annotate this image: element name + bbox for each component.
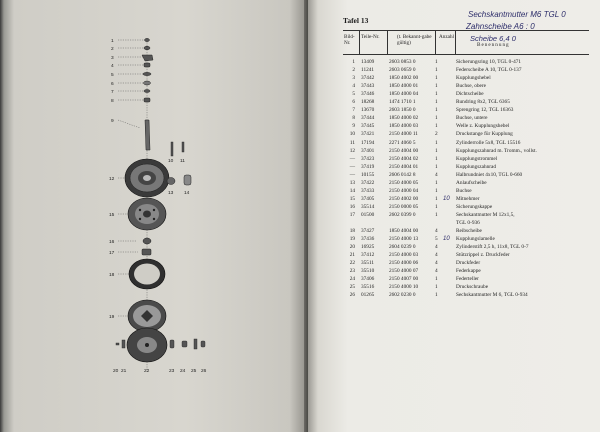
figure-label: 3 [111,56,114,61]
bild-nr-cell: 7 [352,107,355,114]
bild-nr-cell: 1 [352,59,355,65]
figure-label: 17 [109,251,115,256]
figure-label: 14 [184,191,190,196]
benennung-cell: Druckstange für Kupplung [456,131,513,138]
anzahl-cell: 1 [435,211,438,218]
teile-nr-cell: 35516 [361,284,375,291]
anzahl-cell: 1 [435,179,438,186]
anzahl-cell: 1 [435,99,438,106]
figure-label: 23 [169,369,175,374]
bild-nr-cell: 16 [349,203,355,210]
bekanntgabe-cell: 1850 4000 04 [389,91,419,98]
teile-nr-cell: 37419 [361,163,375,170]
benennung-cell: Kupplungszahnrad m. Tromm., vollst. [456,147,537,154]
figure-label: 6 [111,82,114,87]
teile-nr-cell: 37444 [361,115,375,122]
teile-nr-cell: 37406 [361,276,375,283]
teile-nr-cell: 10155 [361,171,375,178]
teile-nr-cell: 13670 [361,107,375,114]
anzahl-cell: 1 [435,284,438,291]
anzahl-cell: 1 [435,115,438,122]
teile-nr-cell: 35514 [361,203,375,210]
teile-nr-cell: 37422 [361,179,375,186]
bild-nr-cell: 20 [349,244,355,251]
benennung-cell: Druckschraube [456,284,489,291]
bild-nr-cell: 24 [349,276,355,283]
bild-nr-cell: 8 [352,115,355,122]
benennung-cell: Sprengring 12, TGL 16363 [456,107,514,114]
teile-nr-cell: 37433 [361,187,375,194]
teile-nr-cell: 35510 [361,268,375,275]
bekanntgabe-cell: 2602 0399 0 [389,211,416,218]
bild-nr-cell: 9 [352,123,355,130]
anzahl-cell: 1 [435,67,438,74]
teile-nr-cell: 01265 [361,292,375,299]
anzahl-cell: 4 [435,252,438,259]
bild-nr-cell: 23 [349,268,355,275]
clutch-drum-illustration [125,159,169,197]
teile-nr-cell: 13409 [361,59,375,65]
teile-nr-cell: 01500 [361,211,375,218]
column-divider [455,30,456,54]
anzahl-cell: 1 [435,203,438,210]
teile-nr-cell: 37443 [361,83,375,90]
benennung-cell: Federscheibe A 10, TGL 0-137 [456,67,522,74]
bekanntgabe-cell: 2606 0142 8 [389,171,416,178]
teile-nr-cell: 37445 [361,123,375,130]
figure-label: 2 [111,47,114,52]
anzahl-cell: 2 [435,131,438,138]
figure-label: 10 [168,159,174,164]
benennung-cell: Federkappe [456,268,481,275]
teile-nr-cell: 37442 [361,75,375,82]
table-header-rule [343,54,589,55]
benennung-cell: Halbrundniet 4x10, TGL 0-660 [456,171,523,178]
benennung-cell: Buchse, obere [456,83,487,90]
benennung-cell: Sicherungskappe [456,203,493,210]
benennung-cell: Druckfeder [456,260,481,267]
figure-label: 21 [121,369,127,374]
bild-nr-cell: 22 [349,260,355,267]
table-top-rule [343,30,589,31]
benennung-cell: TGL 0-936 [456,220,480,226]
bild-nr-cell: 14 [349,187,355,194]
bild-nr-cell: 3 [352,75,355,82]
teile-nr-cell: 37421 [361,131,375,138]
bekanntgabe-cell: 2603 0659 0 [389,67,416,74]
bekanntgabe-cell: 1850 4002 00 [389,75,419,82]
bekanntgabe-cell: 2150 4000 11 [389,131,418,138]
bild-nr-cell: — [349,163,355,170]
figure-label: 25 [191,369,197,374]
bekanntgabe-cell: 2150 4007 00 [389,276,419,283]
bekanntgabe-cell: 2150 4000 13 [389,236,419,243]
benennung-cell: Kupplungslamelle [456,236,495,243]
benennung-cell: Sechskantmutter M 6, TGL 0-934 [456,292,528,299]
bekanntgabe-cell: 1850 4000 03 [389,123,419,130]
figure-label: 16 [109,240,115,245]
figure-label: 9 [111,119,114,124]
bekanntgabe-cell: 2604 0239 0 [389,244,416,251]
teile-nr-cell: 37401 [361,147,375,154]
bild-nr-cell: 12 [349,147,355,154]
teile-nr-cell: 11241 [361,67,375,74]
benennung-cell: Kupplungszahnrad [456,163,497,170]
bekanntgabe-cell: 2603 1850 0 [389,107,416,114]
figure-label: 26 [201,369,207,374]
bild-nr-cell: 4 [352,83,355,90]
anzahl-cell: 4 [435,244,438,251]
bekanntgabe-cell: 1850 4000 01 [389,83,419,90]
handwritten-mark: 10 [443,236,450,243]
header-benennung: Benennung [477,42,510,48]
bild-nr-cell: 5 [352,91,355,98]
figure-label: 5 [111,73,114,78]
bekanntgabe-cell: 2150 4000 03 [389,252,419,259]
benennung-cell: Kupplungshebel [456,75,491,82]
header-teile-nr: Teile-Nr. [361,34,380,40]
anzahl-cell: 1 [435,155,438,162]
teile-nr-cell: 37436 [361,236,375,243]
bekanntgabe-cell: 2150 4002 00 [389,195,419,202]
bild-nr-cell: 26 [349,292,355,299]
figure-label: 24 [180,369,186,374]
figure-label: 7 [111,90,114,95]
benennung-cell: Federteller [456,276,479,283]
header-anzahl: Anzahl [439,34,454,40]
bild-nr-cell: — [349,171,355,178]
anzahl-cell: 1 [435,91,438,98]
figure-label: 4 [111,64,114,69]
teile-nr-cell: 35511 [361,260,375,267]
handwritten-note-3: Scheibe 6,4 0 [470,34,516,43]
figure-label: 19 [109,315,115,320]
benennung-cell: Stützrippel z. Druckfeder [456,252,510,259]
bekanntgabe-cell: 2150 4004 02 [389,155,419,162]
benennung-cell: Buchse [456,187,472,194]
benennung-cell: Sechskantmutter M 12x1,5, [456,211,515,218]
benennung-cell: Dichtscheibe [456,91,484,98]
bekanntgabe-cell: 2602 0230 0 [389,292,416,299]
bekanntgabe-cell: 2150 4004 00 [389,147,419,154]
header-bild-nr: Bild-Nr. [344,34,355,46]
bild-nr-cell: — [349,155,355,162]
benennung-cell: Mitnehmer [456,195,480,202]
header-bekanntgabe: (t. Bekannt-gabe gültig) [397,34,432,46]
table-title: Tafel 13 [343,16,369,25]
bild-nr-cell: 21 [349,252,355,259]
benennung-cell: Buchse, untere [456,115,488,122]
anzahl-cell: 1 [435,195,438,202]
anzahl-cell: 5 [435,236,438,243]
teile-nr-cell: 16925 [361,244,375,251]
figure-label: 18 [109,273,115,278]
bild-nr-cell: 2 [352,67,355,74]
benennung-cell: Rundring 8x2, TGL 6365 [456,99,510,106]
bild-nr-cell: 15 [349,195,355,202]
teile-nr-cell: 17194 [361,139,375,146]
anzahl-cell: 1 [435,75,438,82]
anzahl-cell: 1 [435,292,438,299]
teile-nr-cell: 18268 [361,99,375,106]
figure-label: 8 [111,99,114,104]
anzahl-cell: 1 [435,163,438,170]
anzahl-cell: 1 [435,139,438,146]
bekanntgabe-cell: 2603 0853 0 [389,59,416,65]
bekanntgabe-cell: 1850 4004 00 [389,228,419,235]
benennung-cell: Reibscheibe [456,228,482,235]
figure-label: 15 [109,213,115,218]
teile-nr-cell: 37427 [361,228,375,235]
teile-nr-cell: 37412 [361,252,375,259]
handwritten-mark: 10 [443,195,450,202]
figure-label: 11 [180,159,185,164]
benennung-cell: Welle z. Kupplungshebel [456,123,510,130]
teile-nr-cell: 37405 [361,195,375,202]
bekanntgabe-cell: 2150 4000 06 [389,260,419,267]
figure-label: 1 [111,39,114,44]
figure-label: 22 [144,369,150,374]
teile-nr-cell: 37423 [361,155,375,162]
bild-nr-cell: 13 [349,179,355,186]
anzahl-cell: 4 [435,228,438,235]
bild-nr-cell: 11 [349,139,355,146]
column-divider [387,30,388,54]
anzahl-cell: 1 [435,147,438,154]
bild-nr-cell: 17 [349,211,355,218]
benennung-cell: Zylinderrolle 5x8, TGL 15516 [456,139,521,146]
bild-nr-cell: 10 [349,131,355,138]
bekanntgabe-cell: 2150 4000 05 [389,179,419,186]
column-divider [435,30,436,54]
bekanntgabe-cell: 2150 4000 07 [389,268,419,275]
bild-nr-cell: 25 [349,284,355,291]
figure-label: 20 [113,369,119,374]
benennung-cell: Anlaufscheibe [456,179,487,186]
benennung-cell: Kupplungstrommel [456,155,498,162]
bild-nr-cell: 19 [349,236,355,243]
figure-label: 12 [109,177,115,182]
anzahl-cell: 4 [435,260,438,267]
benennung-cell: Sicherungsring 10, TGL 0-471 [456,59,522,65]
bekanntgabe-cell: 2150 0000 05 [389,203,419,210]
handwritten-note-1: Sechskantmutter M6 TGL 0 [468,10,566,19]
teile-nr-cell: 37446 [361,91,375,98]
column-divider [359,30,360,54]
bekanntgabe-cell: 1850 4000 02 [389,115,419,122]
anzahl-cell: 1 [435,59,438,65]
bekanntgabe-cell: 1474 1710 1 [389,99,416,106]
handwritten-note-2: Zahnscheibe A6 : 0 [466,22,535,31]
anzahl-cell: 1 [435,107,438,114]
bild-nr-cell: 18 [349,228,355,235]
figure-label: 13 [168,191,174,196]
anzahl-cell: 1 [435,276,438,283]
benennung-cell: Zylinderstift 2,5 h, 11x8, TGL 0-7 [456,244,529,251]
bekanntgabe-cell: 2150 4000 10 [389,284,419,291]
bekanntgabe-cell: 2150 4000 04 [389,187,419,194]
anzahl-cell: 1 [435,83,438,90]
anzahl-cell: 4 [435,268,438,275]
anzahl-cell: 4 [435,171,438,178]
bekanntgabe-cell: 2150 4004 01 [389,163,419,170]
bild-nr-cell: 6 [352,99,355,106]
anzahl-cell: 1 [435,187,438,194]
anzahl-cell: 1 [435,123,438,130]
bekanntgabe-cell: 2271 4060 5 [389,139,416,146]
